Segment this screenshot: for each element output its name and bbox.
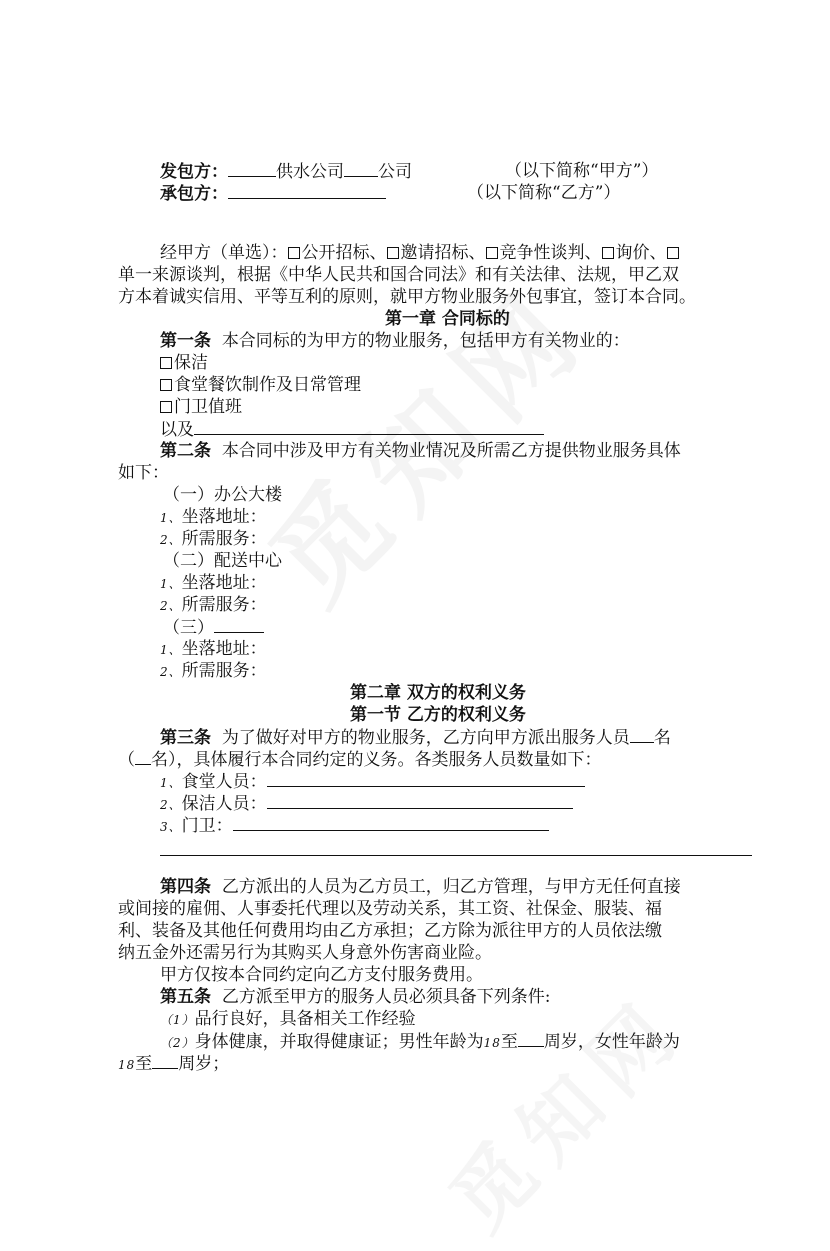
site-name-text: （三） bbox=[163, 618, 214, 638]
service-item bbox=[160, 352, 208, 374]
staff-row bbox=[160, 814, 549, 838]
blank bbox=[228, 182, 386, 199]
blank bbox=[214, 616, 264, 633]
list-number: 2、 bbox=[160, 665, 182, 679]
option: 公开招标、 bbox=[301, 243, 387, 263]
list-number: 1、 bbox=[160, 511, 182, 525]
service-label: 门卫值班 bbox=[174, 397, 242, 417]
list-number: 2、 bbox=[160, 533, 182, 547]
paren: （ bbox=[118, 750, 135, 770]
intro-line-3: 方本着诚实信用、平等互利的原则，就甲方物业服务外包事宜，签订本合同。 bbox=[118, 287, 696, 307]
divider-line bbox=[160, 855, 752, 856]
blank bbox=[194, 418, 544, 435]
chapter-1-title: 第一章 合同标的 bbox=[385, 309, 510, 329]
article-text: 本合同标的为甲方的物业服务，包括甲方有关物业的： bbox=[221, 331, 630, 351]
party-b-label: 承包方： bbox=[160, 184, 228, 204]
watermark-lower bbox=[420, 966, 705, 1251]
list-number: 2、 bbox=[160, 599, 182, 613]
article-text: 本合同中涉及甲方有关物业情况及所需乙方提供物业服务具体 bbox=[221, 441, 681, 461]
age-min: 18 bbox=[483, 1036, 501, 1050]
checkbox[interactable] bbox=[288, 247, 300, 259]
party-a-label: 发包方： bbox=[160, 162, 228, 182]
site-svc bbox=[160, 660, 267, 683]
article-label: 第二条 bbox=[160, 441, 211, 461]
intro-line-1 bbox=[160, 242, 681, 264]
field-label: 坐落地址： bbox=[181, 573, 267, 593]
condition-2 bbox=[160, 1030, 680, 1054]
party-b-alias: （以下简称“乙方”） bbox=[467, 183, 621, 203]
list-number: （1） bbox=[160, 1013, 195, 1027]
other-label: 以及 bbox=[160, 420, 194, 440]
blank bbox=[135, 748, 151, 765]
list-number: 2、 bbox=[160, 798, 182, 812]
service-item bbox=[160, 396, 242, 418]
list-number: 1、 bbox=[160, 643, 182, 657]
condition-text: 身体健康，并取得健康证；男性年龄为 bbox=[194, 1032, 484, 1052]
field-label: 保洁人员： bbox=[181, 794, 267, 814]
condition-1 bbox=[160, 1008, 416, 1031]
condition-text: 周岁，女性年龄为 bbox=[543, 1032, 680, 1052]
checkbox[interactable] bbox=[160, 401, 172, 413]
article-text: 为了做好对甲方的物业服务，乙方向甲方派出服务人员 bbox=[221, 728, 630, 748]
article-label: 第一条 bbox=[160, 331, 211, 351]
list-number: 1、 bbox=[160, 577, 182, 591]
site-name: （二）配送中心 bbox=[163, 551, 282, 571]
checkbox[interactable] bbox=[486, 247, 498, 259]
field-label: 坐落地址： bbox=[181, 639, 267, 659]
service-label: 食堂餐饮制作及日常管理 bbox=[174, 375, 361, 395]
article-4-line: 或间接的雇佣、人事委托代理以及劳动关系，其工资、社保金、服装、福 bbox=[118, 899, 662, 919]
staff-row bbox=[160, 770, 585, 794]
option: 询价、 bbox=[615, 243, 667, 263]
article-2 bbox=[160, 440, 681, 462]
blank bbox=[518, 1030, 544, 1047]
checkbox[interactable] bbox=[160, 357, 172, 369]
field-label: 门卫： bbox=[181, 816, 233, 836]
article-text: 乙方派至甲方的服务人员必须具备下列条件: bbox=[221, 987, 551, 1007]
section-1-title: 第一节 乙方的权利义务 bbox=[350, 705, 526, 725]
intro-line-2: 单一来源谈判，根据《中华人民共和国合同法》和有关法律、法规，甲乙双 bbox=[118, 265, 679, 285]
field-label: 所需服务： bbox=[181, 529, 267, 549]
article-label: 第四条 bbox=[160, 877, 211, 897]
blank bbox=[233, 814, 549, 831]
site-addr bbox=[160, 572, 267, 595]
party-a-mid: 供水公司 bbox=[276, 162, 344, 182]
field-label: 食堂人员： bbox=[181, 772, 267, 792]
condition-text: 至 bbox=[135, 1054, 153, 1074]
list-number: 1、 bbox=[160, 776, 182, 790]
article-label: 第三条 bbox=[160, 728, 211, 748]
party-b-line bbox=[160, 182, 386, 205]
checkbox[interactable] bbox=[602, 247, 614, 259]
condition-2-cont bbox=[118, 1052, 229, 1076]
intro-prefix: 经甲方（单选）： bbox=[160, 243, 288, 263]
blank bbox=[267, 770, 585, 787]
option: 竞争性谈判、 bbox=[499, 243, 602, 263]
field-label: 坐落地址： bbox=[181, 507, 267, 527]
checkbox[interactable] bbox=[160, 379, 172, 391]
party-a-line bbox=[160, 160, 412, 183]
blank bbox=[267, 792, 573, 809]
option: 邀请招标、 bbox=[400, 243, 486, 263]
party-a-alias: （以下简称“甲方”） bbox=[505, 161, 659, 181]
site-addr bbox=[160, 638, 267, 661]
article-3-cont bbox=[118, 748, 602, 771]
article-text: 乙方派出的人员为乙方员工，归乙方管理，与甲方无任何直接 bbox=[221, 877, 681, 897]
service-label: 保洁 bbox=[174, 353, 208, 373]
site-addr bbox=[160, 506, 267, 529]
article-4-line: 纳五金外还需另行为其购买人身意外伤害商业险。 bbox=[118, 943, 492, 963]
article-3 bbox=[160, 726, 671, 749]
article-5 bbox=[160, 986, 551, 1008]
blank bbox=[228, 160, 276, 177]
article-label: 第五条 bbox=[160, 987, 211, 1007]
checkbox[interactable] bbox=[667, 247, 679, 259]
blank bbox=[630, 726, 654, 743]
party-a-end: 公司 bbox=[378, 162, 412, 182]
field-label: 所需服务： bbox=[181, 595, 267, 615]
field-label: 所需服务： bbox=[181, 661, 267, 681]
article-text: 名），具体履行本合同约定的义务。各类服务人员数量如下： bbox=[151, 750, 602, 770]
staff-row bbox=[160, 792, 573, 816]
site-name: （一）办公大楼 bbox=[163, 485, 282, 505]
site-name bbox=[163, 616, 264, 639]
article-4 bbox=[160, 876, 681, 898]
site-svc bbox=[160, 594, 267, 617]
other-line bbox=[160, 418, 544, 441]
chapter-2-title: 第二章 双方的权利义务 bbox=[350, 683, 526, 703]
site-svc bbox=[160, 528, 267, 551]
unit: 名 bbox=[653, 728, 671, 748]
blank bbox=[344, 160, 378, 177]
article-4-line: 甲方仅按本合同约定向乙方支付服务费用。 bbox=[160, 965, 483, 985]
condition-text: 品行良好，具备相关工作经验 bbox=[194, 1009, 416, 1029]
condition-text: 至 bbox=[500, 1032, 518, 1052]
blank bbox=[152, 1052, 178, 1069]
age-min: 18 bbox=[118, 1058, 136, 1072]
article-1 bbox=[160, 330, 630, 352]
article-2-cont: 如下： bbox=[118, 463, 169, 483]
list-number: 3、 bbox=[160, 820, 182, 834]
checkbox[interactable] bbox=[387, 247, 399, 259]
condition-text: 周岁； bbox=[178, 1054, 230, 1074]
list-number: （2） bbox=[160, 1036, 195, 1050]
service-item bbox=[160, 374, 361, 396]
article-4-line: 利、装备及其他任何费用均由乙方承担；乙方除为派往甲方的人员依法缴 bbox=[118, 921, 662, 941]
